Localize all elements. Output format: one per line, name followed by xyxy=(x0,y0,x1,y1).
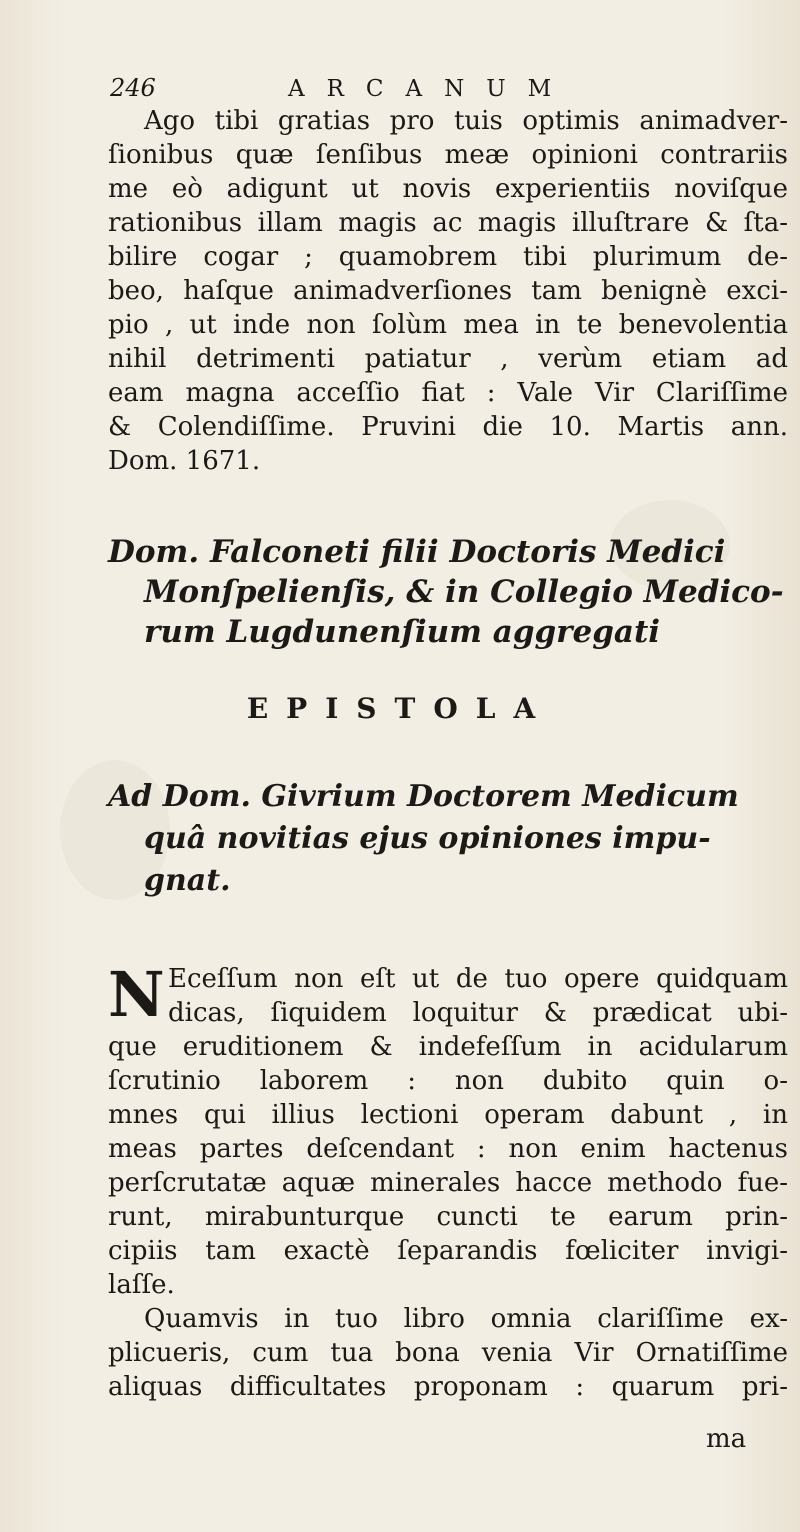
text-line: eam magna acceſſio fiat : Vale Vir Clariſſime xyxy=(108,378,788,408)
epistola-heading: EPISTOLA xyxy=(246,692,554,725)
page-header xyxy=(110,74,670,104)
text-line: aliquas difficultates proponam : quarum pri- xyxy=(108,1372,788,1402)
text-line: perſcrutatæ aquæ minerales hacce methodo fue- xyxy=(108,1168,788,1198)
drop-cap: N xyxy=(108,958,165,1031)
address-line: Ad Dom. Givrium Doctorem Medicum xyxy=(108,779,739,814)
text-line: dicas, ſiquidem loquitur & prædicat ubi- xyxy=(168,998,788,1028)
text-line: laſſe. xyxy=(108,1270,175,1300)
text-line: mnes qui illius lectioni operam dabunt , in xyxy=(108,1100,788,1130)
text-line: plicueris, cum tua bona venia Vir Ornatiſſime xyxy=(108,1338,788,1368)
text-line: ſcrutinio laborem : non dubito quin o- xyxy=(108,1066,788,1096)
letter-body xyxy=(108,958,788,1404)
text-line: rationibus illam magis ac magis illuſtrare & ſta- xyxy=(108,208,788,238)
page-number: 246 xyxy=(110,74,156,102)
text-line: runt, mirabunturque cuncti te earum prin- xyxy=(108,1202,788,1232)
catchword: ma xyxy=(706,1424,747,1454)
text-line: & Colendiſſime. Pruvini die 10. Martis ann. xyxy=(108,412,788,442)
text-line: bilire cogar ; quamobrem tibi plurimum de- xyxy=(108,242,788,272)
text-line: pio , ut inde non ſolùm mea in te benevolentia xyxy=(108,310,788,340)
title-line: Dom. Falconeti filii Doctoris Medici xyxy=(108,534,726,570)
first-paragraph xyxy=(108,104,788,478)
address-line: gnat. xyxy=(144,863,231,898)
text-line: Eceſſum non eſt ut de tuo opere quidquam xyxy=(168,964,788,994)
running-head: ARCANUM xyxy=(288,76,574,102)
letter-author-title xyxy=(108,532,788,652)
title-line: rum Lugdunenſium aggregati xyxy=(144,614,661,650)
letter-address xyxy=(108,776,788,902)
text-line: cipiis tam exactè ſeparandis fœliciter invigi- xyxy=(108,1236,788,1266)
text-line: Ago tibi gratias pro tuis optimis animadver- xyxy=(144,106,788,136)
text-line: nihil detrimenti patiatur , verùm etiam ad xyxy=(108,344,788,374)
address-line: quâ novitias ejus opiniones impu- xyxy=(144,821,711,856)
text-line: meas partes deſcendant : non enim hactenus xyxy=(108,1134,788,1164)
text-line: Quamvis in tuo libro omnia clariſſime ex- xyxy=(144,1304,788,1334)
title-line: Monſpelienſis, & in Collegio Medico- xyxy=(144,574,784,610)
text-line: beo, haſque animadverſiones tam benignè exci- xyxy=(108,276,788,306)
text-line: me eò adigunt ut novis experientiis noviſque xyxy=(108,174,788,204)
text-line: que eruditionem & indefeſſum in acidularum xyxy=(108,1032,788,1062)
text-line: Dom. 1671. xyxy=(108,446,261,476)
text-line: ſionibus quæ ſenſibus meæ opinioni contrariis xyxy=(108,140,788,170)
